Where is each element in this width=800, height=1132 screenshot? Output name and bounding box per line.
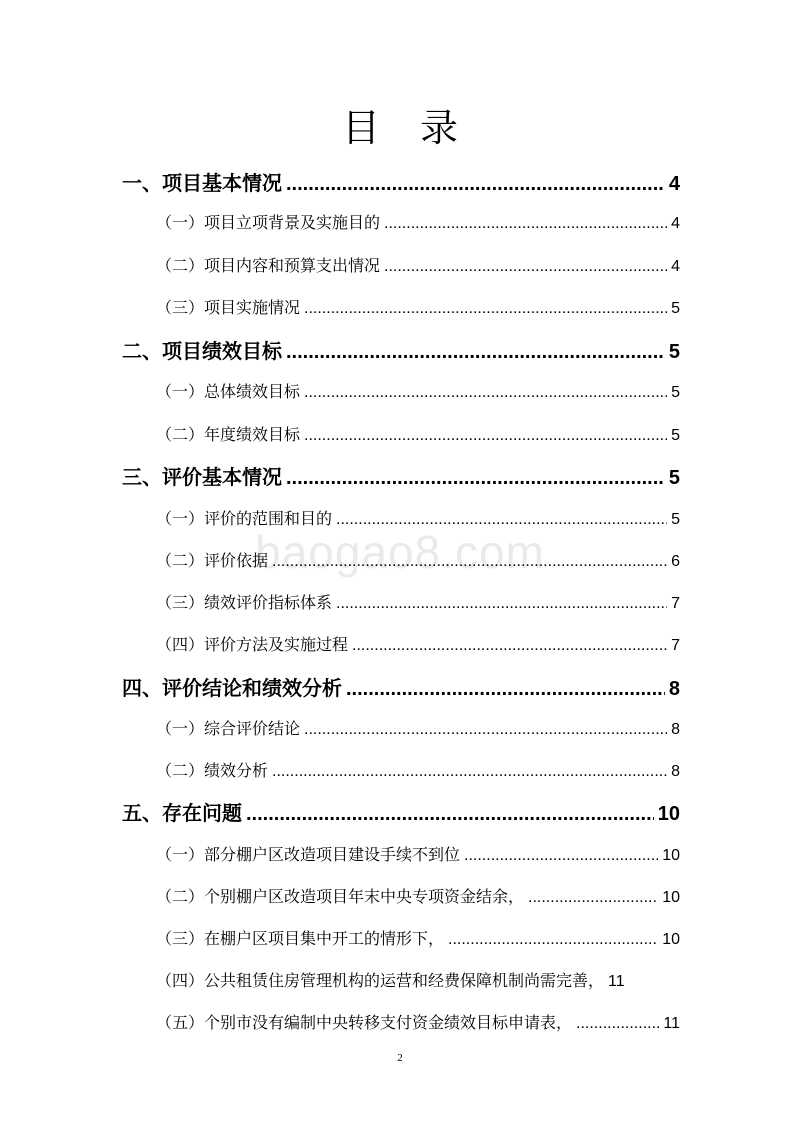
toc-entry[interactable] bbox=[156, 294, 680, 318]
toc-entry[interactable] bbox=[156, 883, 680, 907]
toc-entry[interactable] bbox=[156, 841, 680, 865]
toc-entry-label: （二）项目内容和预算支出情况 bbox=[156, 256, 381, 275]
toc-entry[interactable] bbox=[156, 378, 680, 402]
toc-entry[interactable] bbox=[122, 671, 680, 701]
toc-entry[interactable] bbox=[156, 547, 680, 571]
toc-entry-label: （三）项目实施情况 bbox=[156, 298, 301, 317]
toc-entry[interactable] bbox=[156, 757, 680, 781]
toc-entry-page: 5 bbox=[671, 384, 680, 401]
toc-entry-page: 7 bbox=[671, 637, 680, 654]
toc-entry[interactable] bbox=[156, 589, 680, 613]
toc-entry-page: 7 bbox=[671, 595, 680, 612]
toc-entry-label: （一）项目立项背景及实施目的 bbox=[156, 213, 381, 232]
toc-entry[interactable] bbox=[156, 715, 680, 739]
toc-entry-page: 5 bbox=[668, 341, 680, 363]
toc-leader-dots bbox=[286, 341, 665, 364]
toc-entry-page: 11 bbox=[663, 1015, 680, 1032]
toc-entry[interactable] bbox=[122, 796, 680, 826]
toc-entry-label: （一）综合评价结论 bbox=[156, 719, 301, 738]
toc-leader-dots bbox=[384, 258, 667, 276]
toc-entry[interactable] bbox=[156, 925, 680, 949]
toc-entry-label: 三、评价基本情况 bbox=[122, 465, 282, 489]
toc-entry-page: 5 bbox=[671, 511, 680, 528]
toc-entry[interactable] bbox=[122, 460, 680, 490]
toc-entry-label: （三）在棚户区项目集中开工的情形下， bbox=[156, 929, 445, 948]
toc-entry[interactable] bbox=[156, 967, 696, 991]
toc-entry-page: 8 bbox=[671, 721, 680, 738]
toc-leader-dots bbox=[336, 511, 667, 529]
toc-entry[interactable] bbox=[156, 421, 680, 445]
toc-leader-dots bbox=[272, 553, 667, 571]
toc-entry[interactable] bbox=[156, 505, 680, 529]
toc-leader-dots bbox=[286, 467, 665, 490]
toc-leader-dots bbox=[336, 595, 667, 613]
toc-entry-label: （一）评价的范围和目的 bbox=[156, 509, 333, 528]
toc-entry-label: （三）绩效评价指标体系 bbox=[156, 593, 333, 612]
toc-entry-label: （二）个别棚户区改造项目年末中央专项资金结余， bbox=[156, 887, 525, 906]
toc-leader-dots bbox=[246, 803, 654, 826]
toc-entry-page: 10 bbox=[657, 803, 680, 825]
toc-entry-page: 6 bbox=[671, 553, 680, 570]
toc-entry[interactable] bbox=[122, 334, 680, 364]
toc-entry-page: 4 bbox=[671, 258, 680, 275]
toc-entry-page: 8 bbox=[668, 678, 680, 700]
toc-entry-label: （四）评价方法及实施过程 bbox=[156, 635, 349, 654]
toc-entry[interactable] bbox=[156, 252, 680, 276]
toc-title: 目 录 bbox=[341, 106, 473, 150]
page-number: 2 bbox=[397, 1052, 403, 1064]
watermark: baogao8.com bbox=[255, 526, 545, 578]
toc-leader-dots bbox=[286, 173, 665, 196]
toc-entry-page: 4 bbox=[668, 173, 680, 195]
toc-entry-label: （五）个别市没有编制中央转移支付资金绩效目标申请表， bbox=[156, 1013, 573, 1032]
toc-entry-page: 11 bbox=[608, 973, 625, 990]
toc-entry-label: 一、项目基本情况 bbox=[122, 171, 282, 195]
toc-entry-label: （四）公共租赁住房管理机构的运营和经费保障机制尚需完善， bbox=[156, 971, 605, 990]
toc-entry-label: 四、评价结论和绩效分析 bbox=[122, 676, 342, 700]
toc-leader-dots bbox=[346, 678, 665, 701]
toc-entry[interactable] bbox=[122, 166, 680, 196]
toc-entry-label: 五、存在问题 bbox=[122, 801, 242, 825]
toc-leader-dots bbox=[304, 300, 667, 318]
toc-leader-dots bbox=[304, 427, 667, 445]
toc-leader-dots bbox=[304, 721, 667, 739]
toc-leader-dots bbox=[528, 889, 658, 907]
toc-entry-page: 10 bbox=[662, 931, 680, 948]
toc-entry[interactable] bbox=[156, 631, 680, 655]
toc-leader-dots bbox=[448, 931, 658, 949]
toc-entry-label: （一）总体绩效目标 bbox=[156, 382, 301, 401]
toc-entry[interactable] bbox=[156, 1009, 680, 1033]
toc-leader-dots bbox=[304, 384, 667, 402]
toc-entry-page: 10 bbox=[662, 889, 680, 906]
toc-entry-label: （二）绩效分析 bbox=[156, 761, 269, 780]
toc-entry-label: （二）年度绩效目标 bbox=[156, 425, 301, 444]
toc-leader-dots bbox=[576, 1015, 659, 1033]
toc-entry-page: 8 bbox=[671, 763, 680, 780]
toc-leader-dots bbox=[352, 637, 667, 655]
toc-entry-page: 10 bbox=[662, 847, 680, 864]
toc-entry-label: 二、项目绩效目标 bbox=[122, 339, 282, 363]
toc-leader-dots bbox=[272, 763, 667, 781]
toc-entry-page: 5 bbox=[671, 427, 680, 444]
toc-entry-page: 5 bbox=[671, 300, 680, 317]
toc-entry-label: （一）部分棚户区改造项目建设手续不到位 bbox=[156, 845, 461, 864]
toc-entry-page: 5 bbox=[668, 467, 680, 489]
toc-entry-page: 4 bbox=[671, 215, 680, 232]
toc-entry-label: （二）评价依据 bbox=[156, 551, 269, 570]
toc-entry[interactable] bbox=[156, 209, 680, 233]
toc-leader-dots bbox=[384, 215, 667, 233]
toc-leader-dots bbox=[464, 847, 658, 865]
